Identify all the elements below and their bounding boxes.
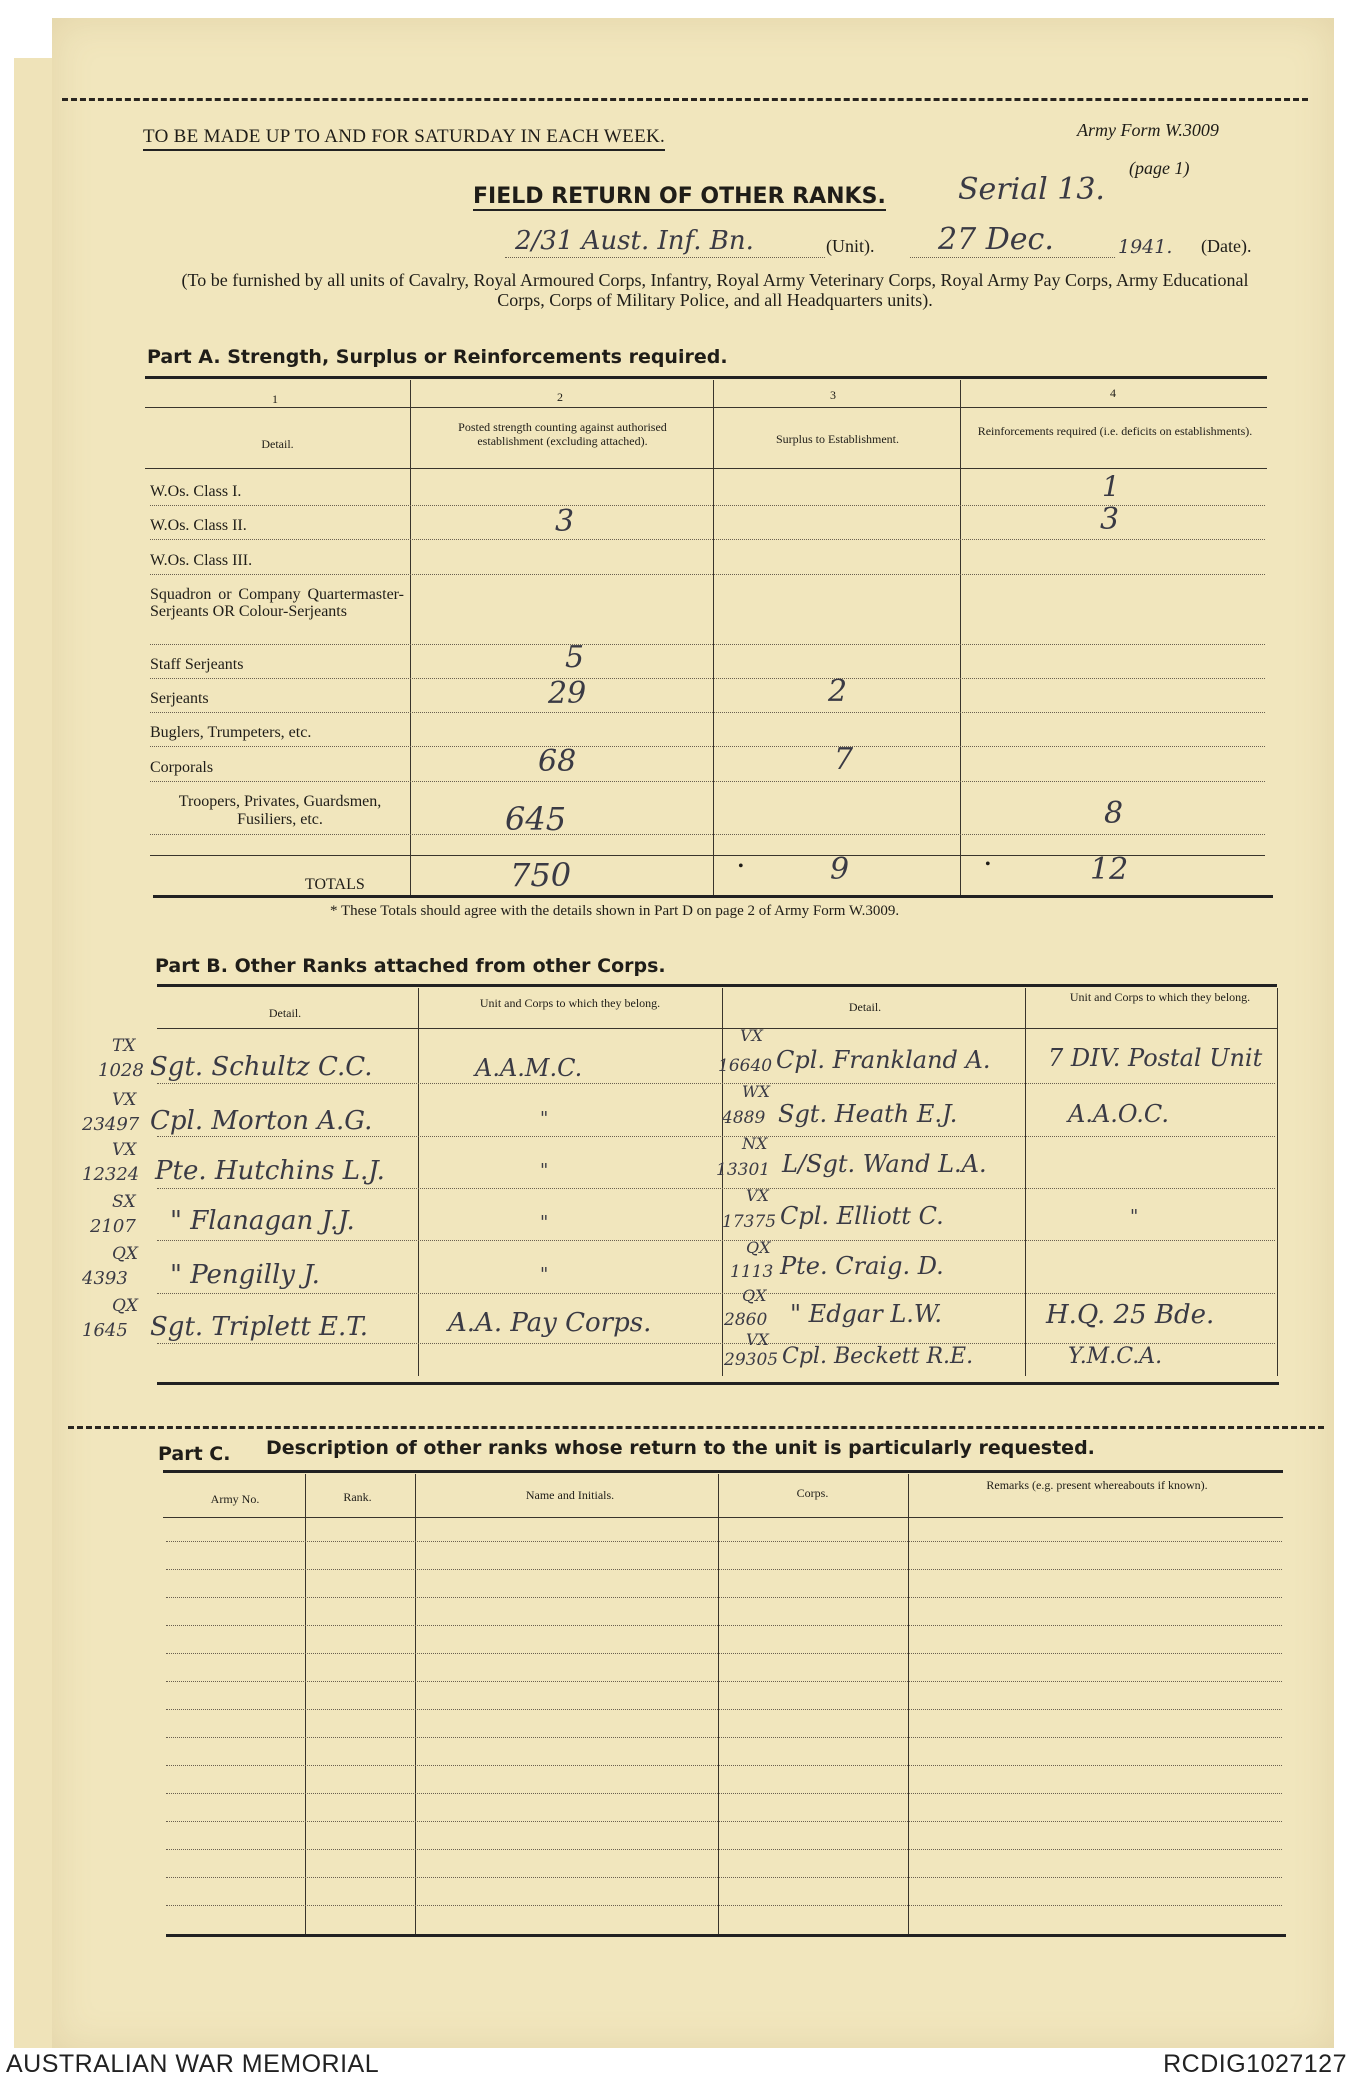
pb-dots-3	[157, 1188, 1275, 1189]
part-a-heading: Part A. Strength, Surplus or Reinforcements required.	[147, 346, 728, 368]
pb-left-prefix-5: QX	[112, 1244, 139, 1264]
part-b-header-detail-left: Detail.	[268, 1006, 302, 1020]
pb-left-detail-1: Sgt. Schultz C.C.	[150, 1052, 373, 1082]
pb-left-detail-4: " Flanagan J.J.	[170, 1206, 355, 1236]
perforation-top	[62, 98, 1308, 101]
serial-handwritten: Serial 13.	[958, 172, 1105, 207]
pb-left-prefix-1: TX	[112, 1036, 136, 1056]
credit-right: RCDIG1027127	[1163, 2050, 1347, 2078]
part-c-row-8	[166, 1737, 1282, 1738]
row-dots-wo2	[150, 539, 1265, 540]
part-b-heading: Part B. Other Ranks attached from other Corps.	[155, 955, 666, 977]
pb-left-unit-5: "	[540, 1264, 549, 1285]
part-c-top-rule	[163, 1470, 1283, 1473]
totals-label: TOTALS	[305, 876, 365, 893]
row-dots-cqms	[150, 644, 1265, 645]
pb-left-prefix-4: SX	[112, 1192, 136, 1212]
part-a-footnote: * These Totals should agree with the details shown in Part D on page 2 of Army Form W.3009.	[330, 903, 900, 919]
row-dots-wo3	[150, 574, 1265, 575]
pb-right-detail-3: L/Sgt. Wand L.A.	[782, 1150, 987, 1178]
page-number: (page 1)	[1129, 158, 1190, 178]
part-b-header-unit-left: Unit and Corps to which they belong.	[479, 996, 661, 1010]
row-dots-staff-sjt	[150, 678, 1265, 679]
year-text: 1941.	[1118, 236, 1173, 258]
pb-right-unit-2: A.A.O.C.	[1068, 1100, 1169, 1128]
part-c-header-name: Name and Initials.	[525, 1488, 615, 1502]
pb-right-num-7: 29305	[724, 1350, 779, 1370]
pb-left-unit-2: "	[540, 1108, 549, 1129]
pb-left-num-4: 2107	[90, 1216, 136, 1237]
row-label-wo2: W.Os. Class II.	[150, 517, 247, 534]
total-reinf: 12	[1090, 852, 1129, 887]
posted-staff-sjt: 5	[565, 640, 585, 675]
posted-troopers: 645	[505, 800, 567, 838]
row-label-cqms: Squadron or Company Quartermaster-Serjeants OR Colour-Serjeants	[150, 586, 404, 620]
surplus-sjt: 2	[828, 674, 848, 709]
pb-right-prefix-2: WX	[742, 1082, 770, 1101]
posted-sjt: 29	[548, 676, 587, 711]
part-c-heading-prefix: Part C.	[158, 1443, 231, 1465]
part-c-vline-2	[415, 1474, 416, 1934]
pb-left-num-1: 1028	[98, 1060, 144, 1081]
pb-right-unit-7: Y.M.C.A.	[1068, 1344, 1163, 1369]
part-c-row-7	[166, 1709, 1282, 1710]
form-sheet	[52, 18, 1334, 2050]
date-dotted-line	[910, 257, 1115, 258]
part-b-vline-2	[722, 988, 723, 1376]
pb-dots-4	[157, 1240, 1275, 1241]
reinf-wo1: 1	[1102, 470, 1120, 503]
pb-right-prefix-3: NX	[742, 1134, 768, 1153]
pb-right-detail-5: Pte. Craig. D.	[780, 1252, 944, 1280]
part-b-bottom-rule	[157, 1382, 1279, 1385]
pb-left-num-5: 4393	[82, 1268, 128, 1289]
col-header-posted: Posted strength counting against authorised establishment (excluding attached).	[458, 420, 667, 448]
pb-right-prefix-5: QX	[746, 1238, 771, 1257]
pb-left-prefix-3: VX	[112, 1140, 137, 1160]
pb-right-detail-6: " Edgar L.W.	[790, 1300, 942, 1328]
row-label-troopers: Troopers, Privates, Guardsmen, Fusiliers, etc.	[178, 793, 382, 828]
pb-right-num-6: 2860	[724, 1310, 768, 1330]
part-a-number-rule	[145, 407, 1267, 408]
part-b-header-detail-right: Detail.	[848, 1000, 882, 1014]
unit-dotted-line	[505, 257, 825, 258]
pb-right-prefix-6: QX	[742, 1286, 767, 1305]
part-c-header-corps: Corps.	[796, 1486, 829, 1500]
surplus-cpl: 7	[834, 742, 854, 777]
col-header-reinforcements: Reinforcements required (i.e. deficits on establishments).	[977, 424, 1253, 438]
posted-wo2: 3	[555, 504, 575, 539]
part-c-row-12	[166, 1849, 1282, 1850]
part-c-header-rank: Rank.	[343, 1490, 372, 1504]
pb-right-num-2: 4889	[722, 1108, 766, 1128]
pb-left-num-2: 23497	[82, 1114, 140, 1135]
part-a-top-rule	[145, 376, 1267, 379]
pb-right-detail-7: Cpl. Beckett R.E.	[782, 1344, 974, 1369]
row-dots-wo1	[150, 505, 1265, 506]
part-c-header-rule	[163, 1517, 1283, 1518]
pb-right-prefix-7: VX	[746, 1330, 769, 1349]
part-c-row-1	[166, 1541, 1282, 1542]
pb-left-detail-3: Pte. Hutchins L.J.	[155, 1156, 385, 1186]
col-header-surplus: Surplus to Establishment.	[776, 432, 899, 446]
part-a-header-rule	[145, 468, 1267, 469]
part-b-vline-1	[418, 988, 419, 1376]
pb-left-detail-6: Sgt. Triplett E.T.	[150, 1312, 369, 1342]
part-b-top-rule	[157, 984, 1277, 987]
pb-left-detail-2: Cpl. Morton A.G.	[150, 1106, 373, 1136]
pb-dots-2	[157, 1136, 1275, 1137]
part-c-bottom-rule	[166, 1934, 1286, 1937]
part-c-vline-4	[908, 1474, 909, 1934]
row-label-sjt: Serjeants	[150, 690, 209, 707]
part-c-header-army-no: Army No.	[210, 1492, 260, 1506]
part-a-bottom-rule	[153, 895, 1273, 898]
part-c-row-5	[166, 1653, 1282, 1654]
pb-right-detail-4: Cpl. Elliott C.	[780, 1202, 944, 1230]
posted-cpl: 68	[538, 744, 577, 779]
col-header-detail: Detail.	[261, 437, 294, 451]
col-number-4: 4	[1110, 386, 1116, 400]
part-c-row-6	[166, 1681, 1282, 1682]
col-number-2: 2	[557, 390, 563, 404]
row-label-cpl: Corporals	[150, 759, 214, 776]
part-c-row-3	[166, 1597, 1282, 1598]
part-a-vline-3	[960, 380, 961, 895]
pb-left-num-6: 1645	[82, 1320, 128, 1341]
part-b-vline-3	[1025, 988, 1026, 1376]
part-b-header-rule	[157, 1028, 1277, 1029]
pb-left-unit-4: "	[540, 1212, 549, 1233]
part-c-header-remarks: Remarks (e.g. present whereabouts if known).	[986, 1478, 1208, 1492]
pb-right-unit-1: 7 DIV. Postal Unit	[1048, 1044, 1263, 1072]
row-label-buglers: Buglers, Trumpeters, etc.	[150, 724, 312, 741]
pb-left-prefix-6: QX	[112, 1296, 139, 1316]
col-number-3: 3	[830, 388, 836, 402]
part-c-vline-3	[718, 1474, 719, 1934]
total-reinf-star: •	[985, 856, 991, 873]
row-dots-troopers	[150, 834, 1265, 835]
part-b-header-unit-right: Unit and Corps to which they belong.	[1069, 990, 1251, 1004]
row-label-wo1: W.Os. Class I.	[150, 483, 242, 500]
pb-right-prefix-1: VX	[740, 1026, 763, 1045]
credit-left: AUSTRALIAN WAR MEMORIAL	[6, 2050, 380, 2078]
part-b-vline-4	[1277, 988, 1278, 1376]
pb-right-num-5: 1113	[730, 1262, 774, 1282]
row-dots-buglers	[150, 746, 1265, 747]
reinf-troopers: 8	[1104, 796, 1124, 831]
form-title: FIELD RETURN OF OTHER RANKS.	[473, 184, 886, 209]
part-c-row-4	[166, 1625, 1282, 1626]
row-dots-sjt	[150, 712, 1265, 713]
col-number-1: 1	[272, 392, 278, 406]
part-c-row-9	[166, 1765, 1282, 1766]
pb-right-prefix-4: VX	[746, 1186, 769, 1205]
row-label-staff-sjt: Staff Serjeants	[150, 656, 244, 673]
part-c-row-13	[166, 1877, 1282, 1878]
part-c-row-10	[166, 1793, 1282, 1794]
pb-right-detail-1: Cpl. Frankland A.	[776, 1046, 991, 1074]
pb-right-unit-6: H.Q. 25 Bde.	[1046, 1300, 1215, 1330]
part-a-vline-2	[713, 380, 714, 895]
form-name: Army Form W.3009	[1077, 120, 1219, 140]
pb-right-num-1: 16640	[718, 1056, 773, 1076]
unit-handwritten: 2/31 Aust. Inf. Bn.	[515, 226, 754, 256]
pb-left-num-3: 12324	[82, 1164, 140, 1185]
total-surplus: 9	[830, 852, 850, 887]
part-c-vline-1	[305, 1474, 306, 1934]
pb-dots-5	[157, 1293, 1275, 1294]
row-label-wo3: W.Os. Class III.	[150, 552, 253, 569]
pb-left-unit-3: "	[540, 1160, 549, 1181]
total-surplus-star: •	[738, 858, 744, 875]
instruction-text: TO BE MADE UP TO AND FOR SATURDAY IN EACH WEEK.	[143, 126, 665, 151]
pb-left-unit-6: A.A. Pay Corps.	[448, 1308, 652, 1338]
pb-right-unit-4: "	[1130, 1206, 1139, 1227]
pb-dots-1	[157, 1083, 1275, 1084]
date-label: (Date).	[1201, 236, 1252, 256]
part-a-vline-1	[410, 380, 411, 895]
part-c-heading: Description of other ranks whose return to the unit is particularly requested.	[266, 1437, 1095, 1459]
pb-left-prefix-2: VX	[112, 1090, 137, 1110]
pb-left-detail-5: " Pengilly J.	[170, 1260, 320, 1290]
row-dots-cpl	[150, 781, 1265, 782]
pb-right-detail-2: Sgt. Heath E.J.	[778, 1100, 958, 1128]
unit-label: (Unit).	[826, 236, 875, 256]
total-posted: 750	[510, 856, 572, 894]
pb-left-unit-1: A.A.M.C.	[475, 1054, 583, 1082]
part-c-row-14	[166, 1905, 1282, 1906]
perforation-middle	[68, 1426, 1324, 1429]
part-c-row-11	[166, 1821, 1282, 1822]
reinf-wo2: 3	[1100, 502, 1120, 537]
part-c-row-2	[166, 1569, 1282, 1570]
pb-right-num-3: 13301	[716, 1160, 771, 1180]
pb-right-num-4: 17375	[722, 1212, 777, 1232]
date-handwritten: 27 Dec.	[938, 222, 1054, 257]
furnish-note: (To be furnished by all units of Cavalry, Royal Armoured Corps, Infantry, Royal Army Veterinary Corps, Royal Army Pay Corps, Army Educational Corps, Corps of Military Police, and all Headquarters units).	[181, 270, 1249, 310]
